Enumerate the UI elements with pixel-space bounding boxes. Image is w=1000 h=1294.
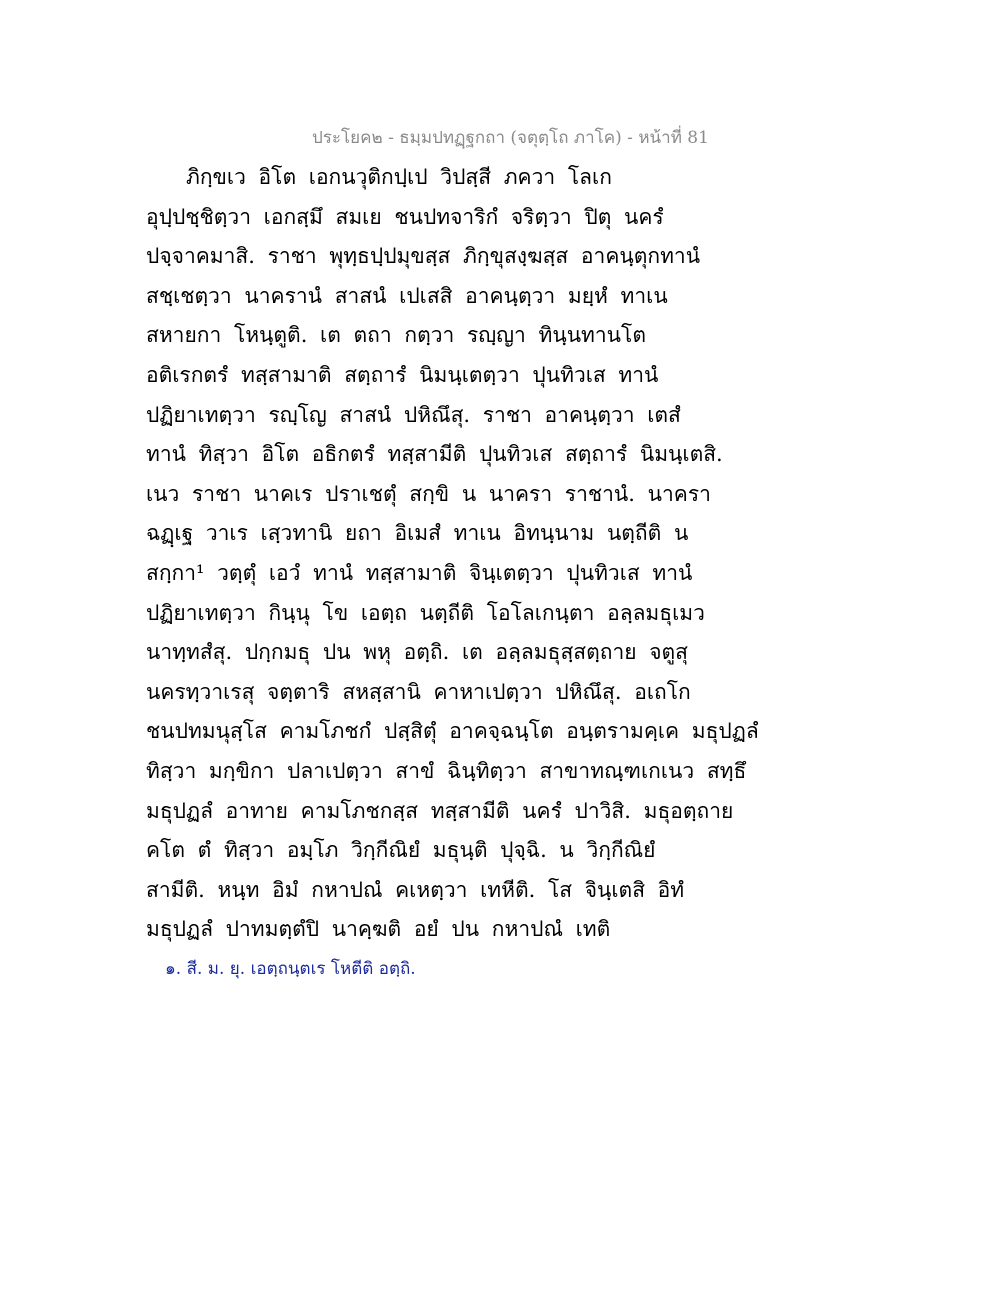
text-line: ทานํ ทิสฺวา อิโต อธิกตรํ ทสฺสามีติ ปุนทิวเส สตฺถารํ นิมนฺเตสิ. [146,442,723,467]
text-line: นาทฺทสํสุ. ปกฺกมธุ ปน พหุ อตฺถิ. เต อลฺลมธุสฺสตฺถาย จตูสุ [146,640,688,665]
text-line: ภิกฺขเว อิโต เอกนวุติกปฺเป วิปสฺสี ภควา โลเก [186,165,612,189]
footnote: ๑. สี. ม. ยุ. เอตฺถนฺตเร โหตีติ อตฺถิ. [165,959,416,979]
text-line: อติเรกตรํ ทสฺสามาติ สตฺถารํ นิมนฺเตตฺวา ปุนทิวเส ทานํ [146,362,659,387]
text-line: ปจฺจาคมาสิ. ราชา พุทฺธปฺปมุขสฺส ภิกฺขุสงฺฆสฺส อาคนฺตุกทานํ [146,244,701,269]
text-line: ปฏิยาเทตฺวา กินฺนุ โข เอตฺถ นตฺถีติ โอโลเกนฺตา อลฺลมธุเมว [146,600,705,625]
text-line: คโต ตํ ทิสฺวา อมฺโภ วิกฺกีณิยํ มธุนฺติ ปุจฺฉิ. น วิกฺกีณิยํ [146,838,656,863]
text-line: มธุปฏลํ อาทาย คามโภชกสฺส ทสฺสามีติ นครํ ปาวิสิ. มธุอตฺถาย [146,798,734,823]
text-line: ฉฏฺเฐ วาเร เสฺวทานิ ยถา อิเมสํ ทาเน อิทนฺนาม นตฺถีติ น [146,521,689,546]
text-line: อุปฺปชฺชิตฺวา เอกสฺมึ สมเย ชนปทจาริกํ จริตฺวา ปิตุ นครํ [146,204,664,229]
body-text [146,158,866,950]
page-header: ประโยค๒ - ธมฺมปทฏฺฐกถา (จตุตฺโถ ภาโค) - หน้าที่ 81 [312,128,709,148]
text-line: สชฺเชตฺวา นาครานํ สาสนํ เปเสสิ อาคนฺตฺวา มยฺหํ ทาเน [146,283,668,308]
text-line: สกฺกา¹ วตฺตุํ เอวํ ทานํ ทสฺสามาติ จินฺเตตฺวา ปุนทิวเส ทานํ [146,560,693,585]
text-line: สามีติ. หนฺท อิมํ กหาปณํ คเหตฺวา เทหีติ. โส จินฺเตสิ อิทํ [146,877,685,902]
text-line: เนว ราชา นาคเร ปราเชตุํ สกฺขิ น นาครา ราชานํ. นาครา [146,481,711,506]
text-line: ชนปทมนุสฺโส คามโภชกํ ปสฺสิตุํ อาคจฺฉนฺโต อนฺตรามคฺเค มธุปฏลํ [146,719,759,744]
text-line: สหายกา โหนฺตูติ. เต ตถา กตฺวา รญฺญา ทินฺนทานโต [146,323,646,348]
text-line: มธุปฏลํ ปาทมตฺตํปิ นาคฺฆติ อยํ ปน กหาปณํ เทติ [146,917,611,942]
text-line: ปฏิยาเทตฺวา รญฺโญ สาสนํ ปหิณึสุ. ราชา อาคนฺตฺวา เตสํ [146,402,681,427]
text-line: นครทฺวาเรสุ จตฺตาริ สหสฺสานิ คาหาเปตฺวา ปหิณึสุ. อเถโก [146,679,691,704]
text-line: ทิสฺวา มกฺขิกา ปลาเปตฺวา สาขํ ฉินฺทิตฺวา สาขาทณฺฑเกเนว สทฺธึ [146,758,747,783]
